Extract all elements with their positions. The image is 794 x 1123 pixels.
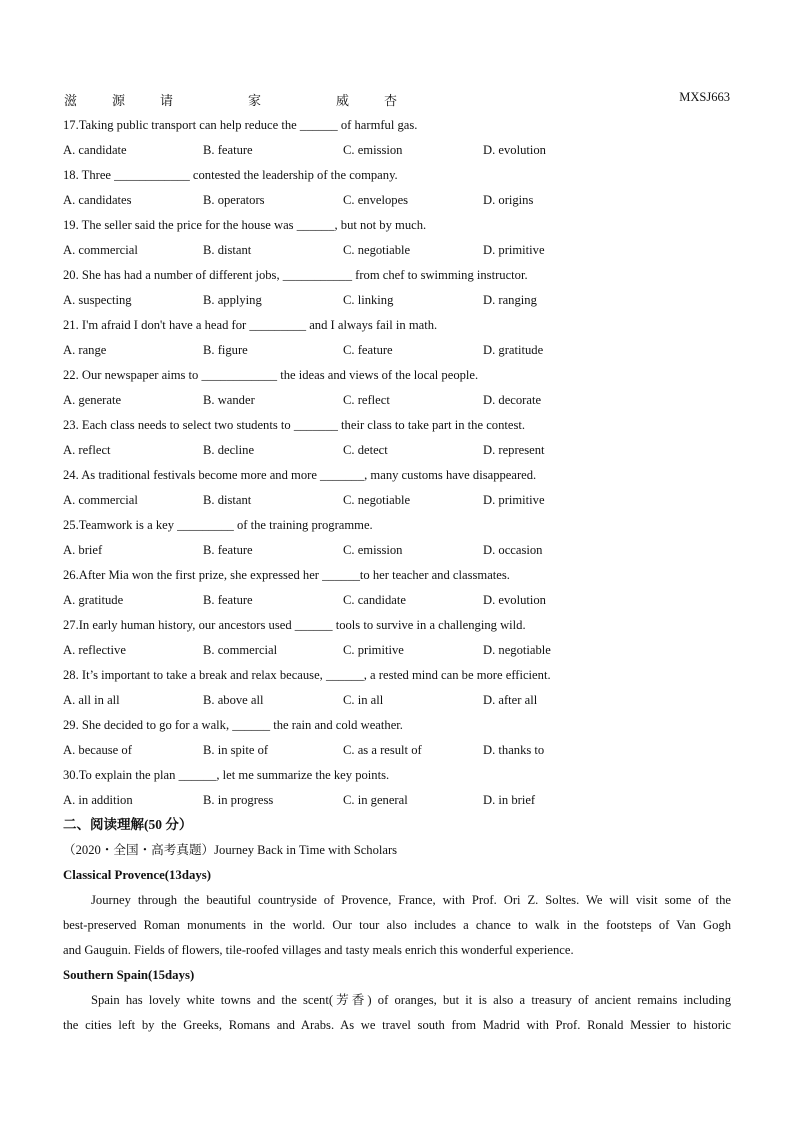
header-char: 滋 [64, 93, 78, 108]
option-c: C. candidate [343, 593, 406, 607]
page-content [63, 115, 731, 1040]
options-row [63, 440, 731, 465]
option-a: A. in addition [63, 793, 133, 807]
option-d: D. primitive [483, 493, 545, 507]
passage-source: （2020・全国・高考真题）Journey Back in Time with Scholars [63, 843, 398, 857]
tour-paragraph-line: and Gauguin. Fields of flowers, tile-roofed villages and tasty meals enrich this wonderful experience. [63, 943, 574, 957]
option-d: D. gratitude [483, 343, 544, 357]
option-a: A. range [63, 343, 107, 357]
question-26 [63, 565, 731, 615]
option-c: C. negotiable [343, 493, 411, 507]
option-b: B. distant [203, 243, 252, 257]
option-b: B. distant [203, 493, 252, 507]
question-stem: 27.In early human history, our ancestors used ______ tools to survive in a challenging wild. [63, 618, 526, 632]
option-d: D. ranging [483, 293, 537, 307]
option-b: B. feature [203, 543, 253, 557]
question-stem: 17.Taking public transport can help reduce the ______ of harmful gas. [63, 118, 418, 132]
options-row [63, 540, 731, 565]
option-a: A. candidates [63, 193, 132, 207]
option-c: C. in all [343, 693, 384, 707]
document-code: MXSJ663 [679, 90, 730, 104]
option-a: A. commercial [63, 243, 138, 257]
options-row [63, 640, 731, 665]
header-char: 请 [160, 93, 174, 108]
tour-paragraph-line: the cities left by the Greeks, Romans and Arabs. As we travel south from Madrid with Prof. Ronald Messier to historic [63, 1018, 731, 1032]
option-c: C. emission [343, 143, 403, 157]
option-d: D. after all [483, 693, 538, 707]
question-21 [63, 315, 731, 365]
question-18 [63, 165, 731, 215]
options-row [63, 740, 731, 765]
option-d: D. negotiable [483, 643, 551, 657]
question-stem: 30.To explain the plan ______, let me summarize the key points. [63, 768, 390, 782]
option-c: C. feature [343, 343, 393, 357]
option-d: D. represent [483, 443, 545, 457]
question-19 [63, 215, 731, 265]
question-23 [63, 415, 731, 465]
question-stem: 24. As traditional festivals become more and more _______, many customs have disappeared. [63, 468, 537, 482]
question-25 [63, 515, 731, 565]
option-d: D. thanks to [483, 743, 545, 757]
option-b: B. in progress [203, 793, 274, 807]
tour-paragraph-line: Journey through the beautiful countryside of Provence, France, with Prof. Ori Z. Soltes. We will visit some of the [91, 893, 731, 907]
option-a: A. all in all [63, 693, 120, 707]
option-c: C. primitive [343, 643, 404, 657]
option-b: B. figure [203, 343, 248, 357]
options-row [63, 140, 731, 165]
tour-heading: Classical Provence(13days) [63, 868, 211, 882]
question-stem: 23. Each class needs to select two students to _______ their class to take part in the contest. [63, 418, 526, 432]
page-header [64, 90, 730, 110]
option-c: C. negotiable [343, 243, 411, 257]
option-a: A. generate [63, 393, 122, 407]
question-stem: 20. She has had a number of different jobs, ___________ from chef to swimming instructor. [63, 268, 528, 282]
option-b: B. commercial [203, 643, 278, 657]
option-b: B. operators [203, 193, 265, 207]
option-b: B. applying [203, 293, 262, 307]
option-c: C. in general [343, 793, 408, 807]
option-a: A. suspecting [63, 293, 132, 307]
question-28 [63, 665, 731, 715]
question-stem: 18. Three ____________ contested the leadership of the company. [63, 168, 398, 182]
question-stem: 21. I'm afraid I don't have a head for _________ and I always fail in math. [63, 318, 438, 332]
option-a: A. gratitude [63, 593, 124, 607]
tour-heading: Southern Spain(15days) [63, 968, 195, 982]
tour-paragraph-line: Spain has lovely white towns and the scent(芳香) of oranges, but it is also a treasury of ancient remains including [91, 993, 731, 1007]
option-c: C. detect [343, 443, 388, 457]
tour-paragraph-line: best-preserved Roman monuments in the world. Our tour also includes a chance to walk in the footsteps of Van Gogh [63, 918, 731, 932]
question-29 [63, 715, 731, 765]
option-a: A. reflective [63, 643, 126, 657]
option-d: D. origins [483, 193, 534, 207]
option-b: B. feature [203, 143, 253, 157]
options-row [63, 490, 731, 515]
section-title: 二、阅读理解(50 分） [63, 817, 193, 832]
options-row [63, 690, 731, 715]
question-stem: 19. The seller said the price for the house was ______, but not by much. [63, 218, 427, 232]
question-stem: 28. It’s important to take a break and relax because, ______, a rested mind can be more efficient. [63, 668, 551, 682]
header-char: 杏 [384, 93, 398, 108]
option-d: D. occasion [483, 543, 543, 557]
option-c: C. emission [343, 543, 403, 557]
question-17 [63, 115, 731, 165]
options-row [63, 790, 731, 815]
option-d: D. evolution [483, 143, 546, 157]
option-b: B. in spite of [203, 743, 269, 757]
option-d: D. in brief [483, 793, 536, 807]
option-c: C. linking [343, 293, 394, 307]
question-stem: 22. Our newspaper aims to ____________ the ideas and views of the local people. [63, 368, 479, 382]
option-b: B. wander [203, 393, 255, 407]
question-30 [63, 765, 731, 815]
question-stem: 26.After Mia won the first prize, she expressed her ______to her teacher and classmates. [63, 568, 510, 582]
header-char: 家 [248, 93, 262, 108]
option-b: B. decline [203, 443, 255, 457]
options-row [63, 340, 731, 365]
option-d: D. evolution [483, 593, 546, 607]
header-char: 威 [336, 93, 350, 108]
question-22 [63, 365, 731, 415]
options-row [63, 590, 731, 615]
options-row [63, 390, 731, 415]
option-d: D. decorate [483, 393, 542, 407]
option-a: A. candidate [63, 143, 127, 157]
options-row [63, 240, 731, 265]
option-b: B. above all [203, 693, 264, 707]
options-row [63, 190, 731, 215]
options-row [63, 290, 731, 315]
option-c: C. as a result of [343, 743, 422, 757]
option-a: A. commercial [63, 493, 138, 507]
option-a: A. reflect [63, 443, 111, 457]
option-d: D. primitive [483, 243, 545, 257]
option-b: B. feature [203, 593, 253, 607]
option-a: A. because of [63, 743, 132, 757]
header-char: 源 [112, 93, 126, 108]
option-a: A. brief [63, 543, 103, 557]
question-24 [63, 465, 731, 515]
option-c: C. envelopes [343, 193, 409, 207]
option-c: C. reflect [343, 393, 390, 407]
question-stem: 29. She decided to go for a walk, ______ the rain and cold weather. [63, 718, 403, 732]
question-stem: 25.Teamwork is a key _________ of the training programme. [63, 518, 373, 532]
question-27 [63, 615, 731, 665]
question-20 [63, 265, 731, 315]
